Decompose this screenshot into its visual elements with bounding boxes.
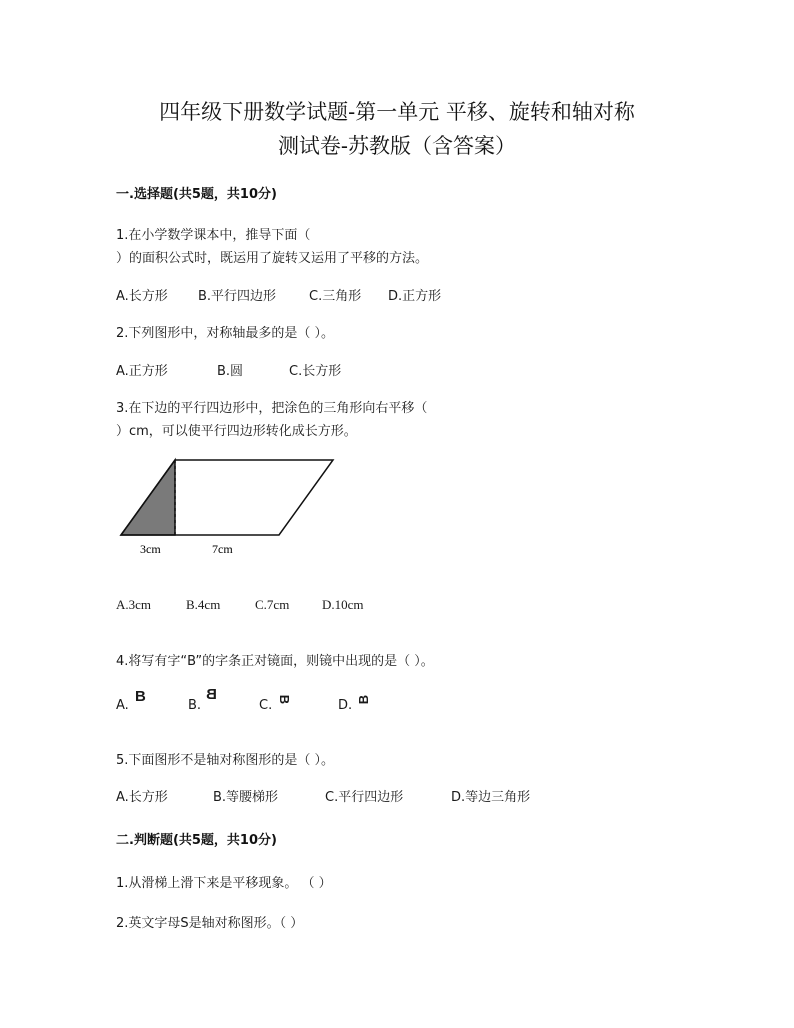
glyph-b-rotated-reverse: B bbox=[356, 694, 372, 705]
q3-option-c: C.7cm bbox=[255, 597, 290, 612]
q1-option-c: C.三角形 bbox=[309, 289, 362, 304]
q4-option-b: B. bbox=[188, 698, 202, 713]
label-7cm: 7cm bbox=[212, 542, 233, 556]
section-heading-judgement: 二.判断题(共5题，共10分) bbox=[116, 833, 277, 848]
question-1-options bbox=[116, 285, 716, 305]
q3-option-b: B.4cm bbox=[186, 597, 221, 612]
page-title-line-2: 测试卷-苏教版（含答案） bbox=[277, 134, 517, 158]
q5-option-b: B.等腰梯形 bbox=[213, 790, 279, 805]
q5-option-a: A.长方形 bbox=[116, 790, 168, 805]
question-2-options bbox=[116, 360, 716, 380]
question-1-line-2: ）的面积公式时，既运用了旋转又运用了平移的方法。 bbox=[116, 251, 429, 266]
question-5-options bbox=[116, 786, 716, 806]
label-3cm: 3cm bbox=[140, 542, 161, 556]
question-4-options bbox=[116, 688, 716, 716]
q5-option-d: D.等边三角形 bbox=[451, 790, 531, 805]
q5-option-c: C.平行四边形 bbox=[325, 790, 404, 805]
q2-option-b: B.圆 bbox=[217, 364, 244, 379]
question-5-text: 5.下面图形不是轴对称图形的是（ ）。 bbox=[116, 753, 335, 768]
q1-option-d: D.正方形 bbox=[388, 289, 442, 304]
page-title-line-1: 四年级下册数学试题-第一单元 平移、旋转和轴对称 bbox=[159, 100, 635, 124]
q4-option-c: C. bbox=[259, 698, 273, 713]
glyph-b-upright: B bbox=[135, 688, 146, 705]
judgement-question-2: 2.英文字母S是轴对称图形。（ ） bbox=[116, 916, 304, 931]
q4-option-a: A. bbox=[116, 698, 129, 713]
question-2-text: 2.下列图形中，对称轴最多的是（ ）。 bbox=[116, 326, 335, 341]
q1-option-b: B.平行四边形 bbox=[198, 289, 277, 304]
q2-option-a: A.正方形 bbox=[116, 364, 168, 379]
q3-option-a: A.3cm bbox=[116, 597, 152, 612]
glyph-b-mirrored: B bbox=[206, 686, 217, 703]
question-3-line-2: ）cm，可以使平行四边形转化成长方形。 bbox=[116, 424, 357, 439]
judgement-question-1: 1.从滑梯上滑下来是平移现象。 （ ） bbox=[116, 876, 332, 891]
glyph-b-rotated: B bbox=[277, 694, 293, 705]
question-3-options bbox=[116, 597, 716, 617]
q3-option-d: D.10cm bbox=[322, 597, 364, 612]
parallelogram-figure bbox=[118, 455, 348, 565]
question-3-line-1: 3.在下边的平行四边形中，把涂色的三角形向右平移（ bbox=[116, 401, 428, 416]
q4-option-d: D. bbox=[338, 698, 353, 713]
q2-option-c: C.长方形 bbox=[289, 364, 342, 379]
question-1-line-1: 1.在小学数学课本中，推导下面（ bbox=[116, 228, 311, 243]
question-4-text: 4.将写有字“B”的字条正对镜面，则镜中出现的是（ ）。 bbox=[116, 654, 434, 669]
q1-option-a: A.长方形 bbox=[116, 289, 168, 304]
section-heading-choice: 一.选择题(共5题，共10分) bbox=[116, 187, 277, 202]
